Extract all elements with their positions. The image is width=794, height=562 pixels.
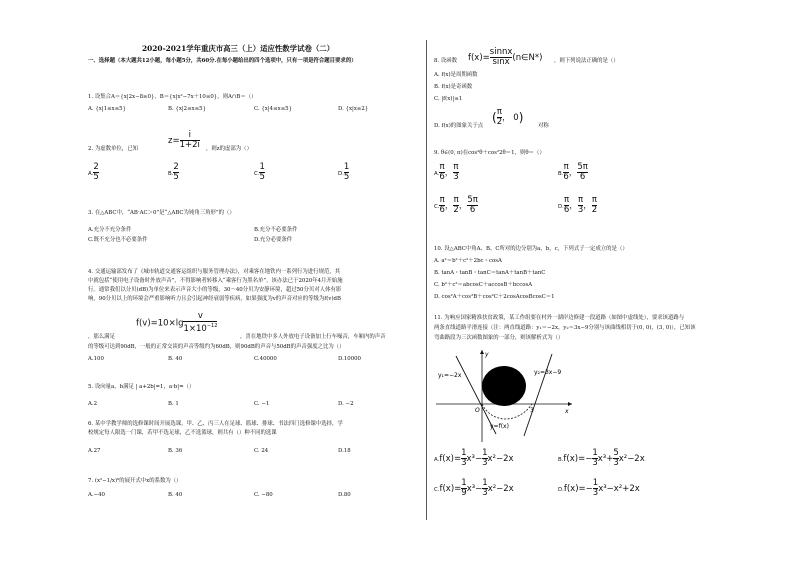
lake-blob [482,366,526,406]
q6-line-2: 校规定每人限选一门课，若甲不选足球，乙不选篮球，则共有（）种不同的选课 [88,430,277,436]
q4-line-6: 的等级可达到90dB，一般的正常交谈的声音等级约为60dB，则90dB的声音与50dB的声音强度之比为（） [88,344,345,350]
q11-line-3: 弯曲路段为三次函数图象的一部分，则该解析式为（） [434,335,564,341]
q5-option-b: B. 1 [168,401,179,407]
q8-formula: f(x)= $\frac{\text{sinnx}}{\sin x}$ (n∈N*) [468,47,543,67]
q4-option-b: B. 40 [168,356,183,362]
q7-stem: 7. (x²−1/x)⁶的展开式中x的系数为（） [88,478,182,484]
q8-option-a: A. f(x)是周期函数 [434,72,478,78]
q4-line-2: 中就包括“使用电子设备时外放声音”，不得影响者转移入“乘客行为黑名单”，该办法已于2020年4月开始施 [88,278,343,284]
q6-option-c: C. 24 [254,448,269,454]
q1-option-b: B. {x|2≤x≤5} [168,106,207,112]
tangent-line-y2 [524,354,552,436]
q10-option-a: A. a²＝b²＋c²＋2bc・cosA [434,258,502,264]
q7-option-c: C. −80 [254,492,273,498]
q4-line-4: 响，90分贝以上的环境会严重影响听力且会引起神经衰弱等疾病，如果强度为v的声音对应的等级为f(v)dB [88,296,341,302]
left-column [88,0,418,562]
label-y: y [485,351,489,358]
q1-option-d: D. {x|x≥2} [338,106,369,112]
q4-option-a: A.100 [88,356,104,362]
q8-option-d-pre: D. f(x)的图象关于点 [434,123,484,129]
q1-option-c: C. {x|4≤x≤5} [254,106,293,112]
q10-option-c: C. b²＋c²＝abcosC＋accosB＋bccosA [434,282,533,288]
q2-option-b: B. $\frac{2}{5}$ [168,162,179,182]
label-three: 3 [530,407,534,414]
label-origin: O [475,407,480,414]
q2-option-c: C. $\frac{1}{5}$ [254,162,265,182]
q5-option-a: A.2 [88,401,98,407]
q7-option-d: D.80 [338,492,351,498]
q9-option-b: B. $\frac{\pi}{6}$ ， $\frac{5\pi}{6}$ [558,162,588,182]
q4-formula: f(v)=10×lg $\frac{v}{1\times 10^{-12}}$ [136,311,218,334]
q11-option-b: B.f(x)=− $\frac{1}{3}$ x³+ $\frac{5}{3}$ x²−2x [558,448,645,468]
q11-figure [434,344,574,444]
label-y1: y₁=−2x [438,372,462,379]
q1-stem: 1. 设集合A＝{x|2x−8≥0}，B＝{x|x²−7x＋10≤0}，则A∩B＝（） [88,94,257,100]
q11-option-a: A.f(x)= $\frac{1}{3}$ x³− $\frac{1}{3}$ x²−2x [434,448,514,468]
y-axis-arrow-icon [480,350,484,354]
q5-option-c: C. −1 [254,401,270,407]
q7-option-a: A.−40 [88,492,105,498]
q4-line-5-post: ，喜在地铁中多人外放电子设备加上行车噪音，车厢内的声音 [240,334,386,340]
q4-option-d: D.10000 [338,356,361,362]
q6-option-a: A.27 [88,448,101,454]
q3-option-a: A.充分不充分条件 [88,227,132,233]
q6-line-1: 6. 某中学教学师的选修课时间开展选课，甲、乙、丙三人在足球、篮球、排球、书法四门选修课中选择，学 [88,421,343,427]
q5-stem: 5. 设向量a，b满足 | a+2b|=1，a·b|=（） [88,384,195,390]
q4-line-5-pre: ，那么满足 [88,334,115,340]
label-curve: y=f(x) [490,423,509,430]
q8-option-d-post: 对称 [538,123,549,129]
q2-stem-pre: 2. 为虚数单位，已知 [88,146,138,152]
road-curve [482,404,532,419]
q9-option-a: A. $\frac{\pi}{6}$ ， $\frac{\pi}{3}$ [434,162,459,182]
x-axis-arrow-icon [568,402,572,406]
q1-option-a: A. {x|1≤x≤5} [88,106,126,112]
q2-option-d: D. $\frac{1}{5}$ [338,162,350,182]
q9-stem: 9. θ∈(0, π)在cos²θ＋cos²2θ＝1，则θ＝（） [434,150,545,156]
label-y2: y₂=3x−9 [534,369,562,376]
right-column [434,0,770,562]
q4-line-3: 行。通常我们以分贝(dB)为单位来表示声音大小的等级，30～40分贝为安静环境，超过50分贝对人体有影 [88,287,342,293]
q5-option-d: D. −2 [338,401,354,407]
q4-option-c: C.40000 [254,356,277,362]
q7-option-b: B. 40 [168,492,183,498]
q11-option-d: D.f(x)=− $\frac{1}{3}$ x³−x²+2x [558,478,640,498]
q6-option-d: D.18 [338,448,351,454]
column-divider [426,40,427,520]
q9-option-c: C. $\frac{\pi}{6}$ ， $\frac{\pi}{2}$ ， $\frac{5\pi}{6}$ [434,195,478,215]
q2-stem-post: ，则z的虚部为（） [206,146,252,152]
exam-title: 2020-2021学年重庆市高三（上）适应性数学试卷（二） [142,44,335,53]
q10-stem: 10. 设△ABC中角A、B、C所对的边分别为a，b，c，下列式子一定成立的是（） [434,246,628,252]
q11-line-2: 两条直线道路平滑连接（注：两直线道路：y₁＝−2x，y₂＝3x−9分别与该曲线相切于(0, 0)，(3, 0)），已知该 [434,325,696,331]
q3-option-c: C.既不充分也不必要条件 [88,237,148,243]
q2-formula: z= $\frac{i}{1+2i}$ [168,130,200,150]
q3-option-b: B.充分不必要条件 [254,227,298,233]
q8-stem-post: ，则下列说法正确的是（） [554,58,619,64]
q8-option-c: C. |f(x)|≤1 [434,96,463,102]
section-heading: 一、选择题（本大题共12小题，每小题5分，共60分.在每小题给出的四个选项中，只有一项是符合题目要求的） [88,58,357,64]
q9-option-d: D. $\frac{\pi}{6}$ ， $\frac{\pi}{3}$ ， $\frac{\pi}{2}$ [558,195,598,215]
q6-option-b: B. 36 [168,448,183,454]
q8-option-d-point: ( $\frac{\pi}{2}$ ， 0) [492,107,524,127]
q11-option-c: C.f(x)= $\frac{1}{9}$ x³− $\frac{1}{3}$ x²−2x [434,478,514,498]
q10-option-d: D. cos²A＋cos²B＋cos²C＋2cosAcosBcosC＝1 [434,294,555,300]
label-x: x [565,408,569,415]
q10-option-b: B. tanA・tanB・tanC＝tanA＋tanB＋tanC [434,270,546,276]
q3-option-d: D.充分必要条件 [254,237,293,243]
q4-line-1: 4. 交通运输部发布了《城市轨道交通客运组织与服务管理办法》，对乘客在地铁内一系列行为进行规范，其 [88,269,341,275]
q8-option-b: B. f(x)是奇函数 [434,84,473,90]
q11-line-1: 11. 为响应国家精准扶贫政策，某工作组要在村外一湖岸边修建一段道路（如图中虚线处），要求该道路与 [434,315,685,321]
q8-stem-pre: 8. 设函数 [434,58,458,64]
q2-option-a: A. $\frac{2}{5}$ [88,162,99,182]
q3-stem: 3. 在△ABC中，“AB·AC＞0”是“△ABC为钝角三角形”的（） [88,210,235,216]
